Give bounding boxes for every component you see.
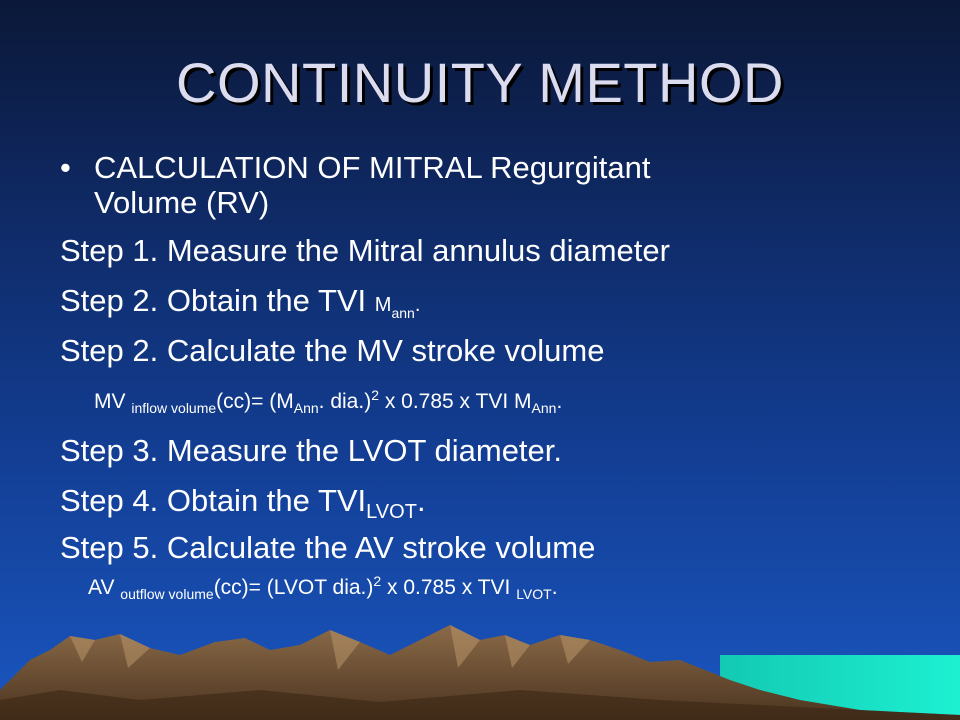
step-2-period: .	[414, 294, 421, 316]
bullet-text-line2: Volume (RV)	[94, 185, 270, 220]
step-2-m: M	[374, 294, 392, 316]
av-formula-c: x 0.785 x TVI	[381, 576, 517, 599]
mv-formula-d-subscript: Ann	[531, 400, 557, 417]
av-formula-a: AV	[88, 576, 121, 599]
mv-formula-c-superscript: 2	[371, 387, 379, 403]
mv-formula-a: MV	[94, 390, 132, 413]
step-4-period: .	[416, 483, 426, 518]
mv-formula-d: x 0.785 x TVI M	[379, 390, 532, 413]
av-formula-a-subscript: outflow volume	[120, 586, 214, 603]
av-formula	[88, 573, 558, 603]
step-2-ann-subscript: ann	[391, 305, 415, 322]
step-2-text: Step 2. Obtain the TVI	[60, 283, 375, 318]
bullet-marker: •	[60, 150, 71, 185]
av-formula-b-superscript: 2	[373, 573, 382, 589]
av-formula-b: (cc)= (LVOT dia.)	[213, 576, 374, 599]
av-formula-c-subscript: LVOT	[516, 586, 552, 603]
mv-formula-a-subscript: inflow volume	[131, 400, 217, 417]
mv-formula	[94, 387, 563, 417]
step-5: Step 5. Calculate the AV stroke volume	[60, 530, 596, 565]
step-1: Step 1. Measure the Mitral annulus diameter	[60, 233, 670, 268]
slide-title: CONTINUITY METHOD	[176, 51, 784, 114]
mv-formula-b-subscript: Ann	[293, 400, 319, 417]
mv-formula-c: . dia.)	[318, 390, 372, 413]
bullet-text-line1: CALCULATION OF MITRAL Regurgitant	[94, 150, 651, 185]
av-formula-d: .	[551, 576, 558, 599]
step-4	[60, 483, 426, 524]
step-3: Step 3. Measure the LVOT diameter.	[60, 433, 563, 468]
mv-formula-e: .	[556, 390, 563, 413]
mv-formula-b: (cc)= (M	[216, 390, 294, 413]
step-2-obtain-tvi	[60, 283, 421, 322]
step-4-lvot-subscript: LVOT	[366, 501, 417, 524]
step-2-calculate-mv: Step 2. Calculate the MV stroke volume	[60, 333, 605, 368]
step-4-text: Step 4. Obtain the TVI	[60, 483, 367, 518]
